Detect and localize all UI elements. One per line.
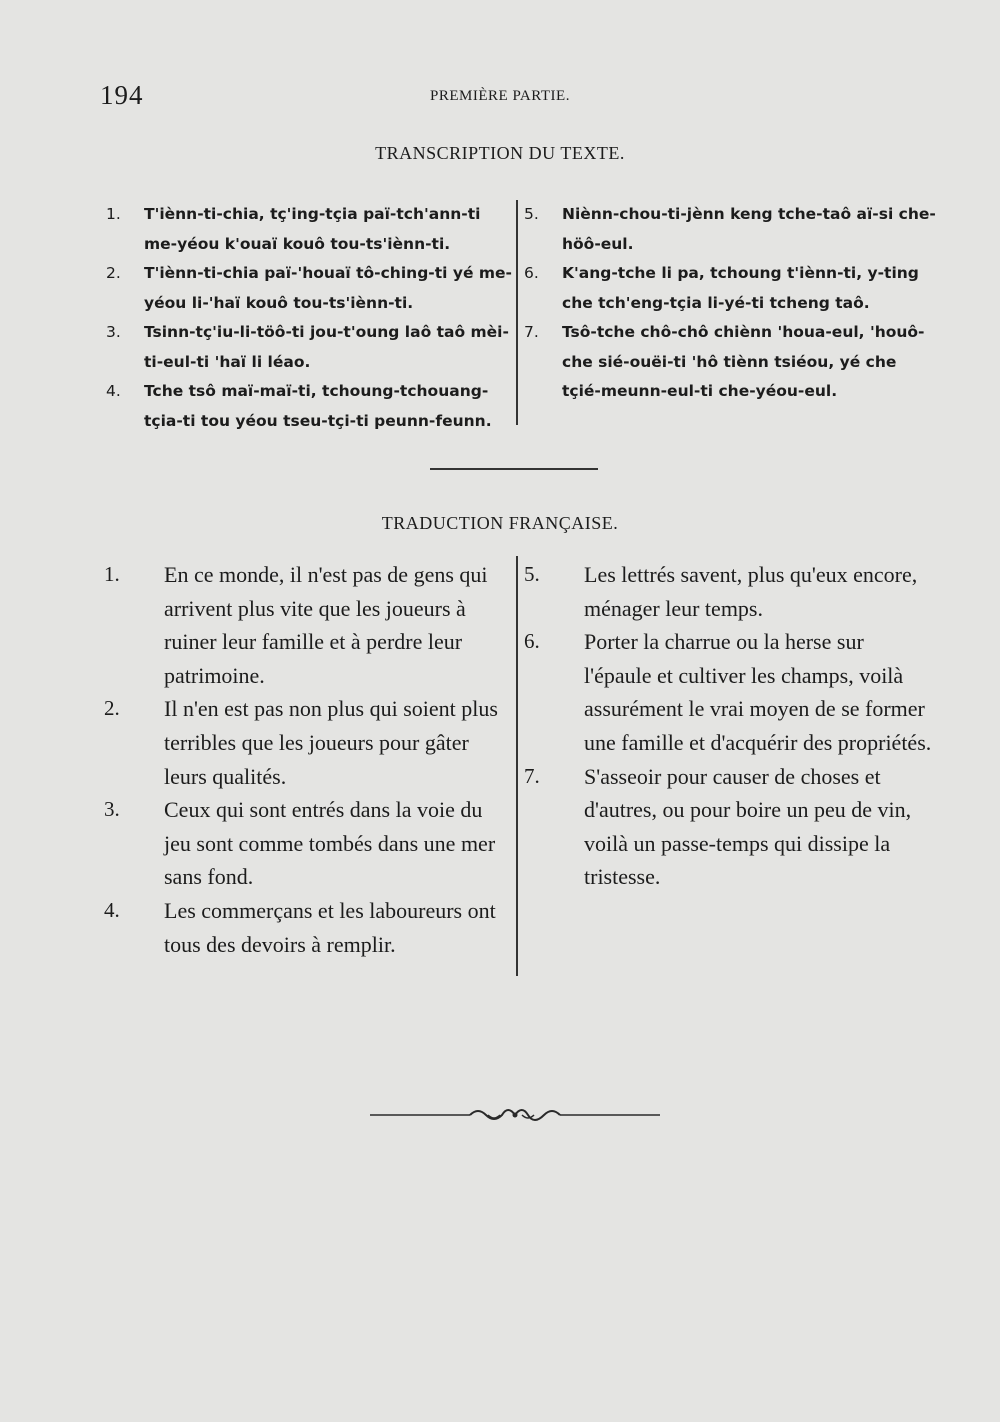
translation-item [524,625,936,759]
item-text: Ceux qui sont entrés dans la voie du jeu sont comme tombés dans une mer sans fond. [164,797,496,890]
item-text: S'asseoir pour causer de choses et d'autres, ou pour boire un peu de vin, voilà un passe-temps qui dissipe la tristesse. [584,763,912,890]
transcription-item [524,318,940,407]
translation-item [524,760,936,894]
item-text: Il n'en est pas non plus qui soient plus terribles que les joueurs pour gâter leurs qualités. [164,696,498,789]
transcription-item [524,200,940,259]
transcription-item [106,318,516,377]
item-text: En ce monde, il n'est pas de gens qui arrivent plus vite que les joueurs à ruiner leur famille et à perdre leur patrimoine. [164,562,488,688]
translation-item [104,692,512,793]
running-head: PREMIÈRE PARTIE. [430,88,570,104]
translation-item [104,793,512,894]
item-number: 5. [524,562,540,586]
translation-item [104,894,512,961]
item-number: 2. [104,696,120,721]
item-number: 3. [106,323,121,341]
translation-right-column [524,558,936,894]
transcription-item [106,259,516,318]
item-number: 7. [524,323,539,341]
item-text: Niènn-chou-ti-jènn keng tche-taô aï-si che-höô-eul. [562,205,936,253]
transcription-item [106,377,516,436]
item-number: 2. [106,264,121,282]
transcription-column-divider [516,200,518,425]
translation-left-column [104,558,512,961]
item-number: 1. [106,205,121,223]
translation-column-divider [516,556,518,976]
translation-item [104,558,512,692]
item-number: 1. [104,562,120,586]
item-number: 4. [106,382,121,400]
translation-title: TRADUCTION FRANÇAISE. [381,513,619,533]
item-number: 4. [104,897,120,922]
item-text: Les lettrés savent, plus qu'eux encore, ménager leur temps. [584,562,918,621]
fleuron-ornament-icon [370,1100,660,1130]
item-text: Les commerçans et les laboureurs ont tous des devoirs à remplir. [164,897,496,957]
item-text: Tsô-tche chô-chô chiènn 'houa-eul, 'houô-che sié-ouëi-ti 'hô tiènn tsiéou, yé che tçié-meunn-eul-ti che-yéou-eul. [562,323,925,400]
transcription-item [106,200,516,259]
item-number: 3. [104,797,120,822]
item-number: 6. [524,629,540,654]
transcription-title: TRANSCRIPTION DU TEXTE. [375,143,625,163]
page-number: 194 [100,80,144,110]
item-number: 5. [524,205,539,223]
item-number: 6. [524,264,539,282]
transcription-left-column [106,200,516,436]
transcription-right-column [524,200,940,407]
item-text: Tche tsô maï-maï-ti, tchoung-tchouang-tçia-ti tou yéou tseu-tçi-ti peunn-feunn. [144,382,492,430]
translation-item [524,558,936,625]
item-text: K'ang-tche li pa, tchoung t'iènn-ti, y-ting che tch'eng-tçia li-yé-ti tcheng taô. [562,264,919,312]
item-text: T'iènn-ti-chia, tç'ing-tçia paï-tch'ann-ti me-yéou k'ouaï kouô tou-ts'iènn-ti. [144,205,481,253]
transcription-item [524,259,940,318]
item-number: 7. [524,763,540,788]
item-text: Porter la charrue ou la herse sur l'épaule et cultiver les champs, voilà assurément le vrai moyen de se former une famille et d'acquérir des propriétés. [584,629,932,755]
item-text: T'iènn-ti-chia paï-'houaï tô-ching-ti yé me-yéou li-'haï kouô tou-ts'iènn-ti. [144,264,512,312]
item-text: Tsinn-tç'iu-li-töô-ti jou-t'oung laô taô mèi-ti-eul-ti 'haï li léao. [144,323,509,371]
section-divider [430,468,598,470]
